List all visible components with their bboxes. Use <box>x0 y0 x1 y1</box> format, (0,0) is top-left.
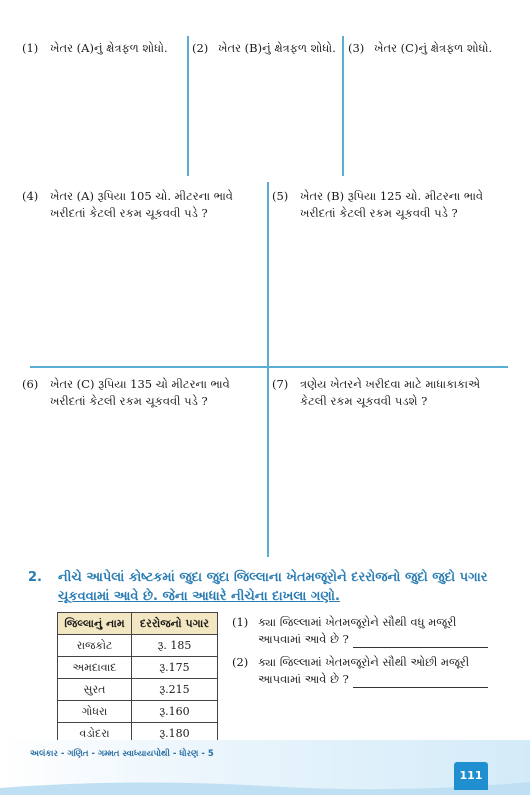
district-cell: વડોદરા <box>58 723 132 745</box>
column-header-district: જિલ્લાનું નામ <box>58 613 132 635</box>
district-cell: ગોધરા <box>58 701 132 723</box>
section-2-heading <box>28 568 518 608</box>
wage-cell: રૂ.175 <box>132 657 218 679</box>
question-6 <box>22 376 262 410</box>
question-number: (2) <box>192 41 209 55</box>
table-row <box>58 657 218 679</box>
question-line-1: ક્યા જિલ્લામાં ખેતમજૂરોને સૌથી ઓછી મજૂરી <box>258 655 470 669</box>
sub-question-2 <box>232 654 512 688</box>
question-line-1: ખેતર (B) રૂપિયા 125 ચો. મીટરના ભાવે <box>300 189 484 203</box>
question-line-2-wrap <box>258 631 488 648</box>
question-1 <box>22 40 182 57</box>
divider-horizontal <box>30 366 508 368</box>
divider-vertical-3 <box>267 182 269 557</box>
page-number: 111 <box>454 762 488 790</box>
question-line-2: કેટલી રકમ ચૂકવવી પડશે ? <box>300 394 428 408</box>
divider-vertical-1 <box>187 36 189 176</box>
question-number: (4) <box>22 189 39 203</box>
column-header-wage: દરરોજનો પગાર <box>132 613 218 635</box>
question-3 <box>348 40 518 57</box>
wage-cell: રૂ. 185 <box>132 635 218 657</box>
district-cell: રાજકોટ <box>58 635 132 657</box>
table-header-row <box>58 613 218 635</box>
wage-cell: રૂ.215 <box>132 679 218 701</box>
footer-book-title: અલંકાર - ગણિત - ગમ્મત સ્વાધ્યાયપોથી - ધોરણ - 5 <box>30 749 214 759</box>
question-4 <box>22 188 262 222</box>
question-number: (1) <box>22 41 39 55</box>
question-2 <box>192 40 342 57</box>
question-number: (2) <box>232 655 249 669</box>
question-line-2: આપવામાં આવે છે ? <box>258 632 349 646</box>
section-number: 2. <box>28 570 42 585</box>
question-line-2: ખરીદતાં કેટલી રકમ ચૂકવવી પડે ? <box>50 394 208 408</box>
district-cell: અમદાવાદ <box>58 657 132 679</box>
table-row <box>58 635 218 657</box>
question-text: ખેતર (C)નું ક્ષેત્રફળ શોધો. <box>374 41 493 55</box>
question-line-1: ખેતર (A) રૂપિયા 105 ચો. મીટરના ભાવે <box>50 189 233 203</box>
question-line-1: ખેતર (C) રૂપિયા 135 ચો મીટરના ભાવે <box>50 377 230 391</box>
table-row <box>58 679 218 701</box>
question-number: (3) <box>348 41 365 55</box>
question-line-2: ખરીદતાં કેટલી રકમ ચૂકવવી પડે ? <box>300 206 458 220</box>
question-number: (5) <box>272 189 289 203</box>
wage-cell: રૂ.160 <box>132 701 218 723</box>
question-number: (6) <box>22 377 39 391</box>
district-cell: સુરત <box>58 679 132 701</box>
wage-cell: રૂ.180 <box>132 723 218 745</box>
question-line-2-wrap <box>258 671 488 688</box>
sub-question-1 <box>232 614 512 648</box>
question-number: (7) <box>272 377 289 391</box>
question-line-2: ખરીદતાં કેટલી રકમ ચૂકવવી પડે ? <box>50 206 208 220</box>
table-row <box>58 701 218 723</box>
question-text: ખેતર (A)નું ક્ષેત્રફળ શોધો. <box>50 41 168 55</box>
footer-wave-decoration <box>0 778 530 795</box>
question-5 <box>272 188 517 222</box>
question-line-1: ત્રણેય ખેતરને ખરીદવા માટે માધાકાકાએ <box>300 377 481 391</box>
answer-line[interactable] <box>353 676 488 688</box>
question-line-2: આપવામાં આવે છે ? <box>258 672 349 686</box>
question-line-1: ક્યા જિલ્લામાં ખેતમજૂરોને સૌથી વધુ મજૂરી <box>258 615 457 629</box>
question-text: ખેતર (B)નું ક્ષેત્રફળ શોધો. <box>218 41 336 55</box>
section-line-2: ચૂકવવામાં આવે છે. જેના આધારે નીચેના દાખલા ગણો. <box>58 589 340 604</box>
question-7 <box>272 376 517 410</box>
question-number: (1) <box>232 615 249 629</box>
answer-line[interactable] <box>353 636 488 648</box>
wage-table <box>57 612 218 745</box>
divider-vertical-2 <box>342 36 344 176</box>
section-line-1: નીચે આપેલાં કોષ્ટકમાં જુદા જુદા જિલ્લાના ખેતમજૂરોને દરરોજનો જુદો જુદો પગાર <box>58 570 488 585</box>
